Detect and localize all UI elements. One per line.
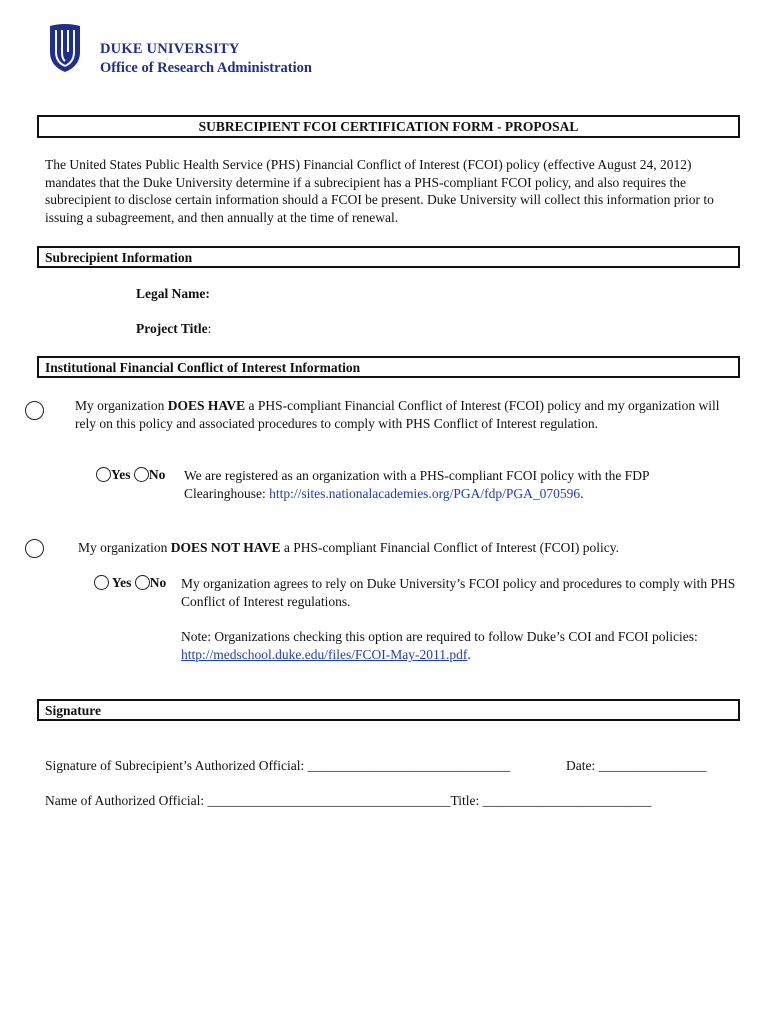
option2-no-label: No — [149, 575, 167, 590]
option-does-not-have-radio[interactable] — [25, 539, 44, 558]
fdp-clearinghouse-link[interactable]: http://sites.nationalacademies.org/PGA/fdp/PGA_070596 — [269, 486, 581, 501]
option2-yes-label: Yes — [111, 575, 132, 590]
option1-yes-no — [96, 467, 165, 483]
section-subrecipient-info: Subrecipient Information — [37, 246, 740, 268]
form-title: SUBRECIPIENT FCOI CERTIFICATION FORM - PROPOSAL — [37, 115, 740, 138]
office-name: Office of Research Administration — [100, 60, 312, 76]
option1-link-end: . — [580, 486, 584, 501]
date-field[interactable]: ________________ — [598, 758, 707, 773]
option2-yes-radio[interactable] — [94, 575, 109, 590]
option1-subtext — [184, 467, 729, 503]
option1-suffix: a PHS-compliant Financial Conflict of Interest (FCOI) policy and my organization will rely on this policy and associated procedures to comply with PHS Conflict of Interest regulation. — [75, 398, 720, 431]
title-field[interactable]: _________________________ — [482, 793, 652, 808]
intro-paragraph: The United States Public Health Service (PHS) Financial Conflict of Interest (FCOI) policy (effective August 24, 2012) mandates that the Duke University determine if a subrecipient has a PHS-compliant FCOI policy, and also requires the subrecipient to disclose certain information should a FCOI be present. Duke University will collect this information prior to issuing a subagreement, and then annually at the time of renewal. — [45, 157, 714, 225]
option1-prefix: My organization — [75, 398, 168, 413]
option-does-have-text — [75, 397, 735, 433]
option2-bold: DOES NOT HAVE — [170, 540, 281, 555]
section-signature: Signature — [37, 699, 740, 721]
name-field[interactable]: ____________________________________ — [207, 793, 451, 808]
option1-yes-radio[interactable] — [96, 467, 111, 482]
project-title-colon: : — [207, 321, 212, 336]
option1-yes-label: Yes — [111, 467, 131, 482]
project-title-row — [136, 321, 211, 337]
option1-bold: DOES HAVE — [167, 398, 246, 413]
option1-subtext-body: We are registered as an organization with a PHS-compliant FCOI policy with the FDP Clearinghouse: — [184, 468, 649, 501]
date-label: Date: — [566, 758, 599, 773]
name-label: Name of Authorized Official: — [45, 793, 208, 808]
option-does-have-radio[interactable] — [25, 401, 44, 420]
option1-no-radio[interactable] — [134, 467, 149, 482]
option2-subtext: My organization agrees to rely on Duke University’s FCOI policy and procedures to comply with PHS Conflict of Interest regulations. — [181, 576, 736, 609]
name-row — [45, 793, 651, 809]
legal-name-label: Legal Name: — [136, 286, 210, 301]
option2-yes-no — [94, 575, 166, 591]
signature-row — [45, 758, 510, 774]
signature-field[interactable]: ______________________________ — [307, 758, 511, 773]
option1-no-label: No — [148, 467, 166, 482]
date-row — [566, 758, 707, 774]
option2-note — [181, 628, 726, 664]
project-title-label: Project Title — [136, 321, 208, 336]
option2-prefix: My organization — [78, 540, 171, 555]
option2-link-end: . — [467, 647, 471, 662]
option2-suffix: a PHS-compliant Financial Conflict of Interest (FCOI) policy. — [280, 540, 619, 555]
signature-label: Signature of Subrecipient’s Authorized Official: — [45, 758, 308, 773]
option2-no-radio[interactable] — [135, 575, 150, 590]
title-label: Title: — [450, 793, 483, 808]
option2-note-body: Note: Organizations checking this option are required to follow Duke’s COI and FCOI policies: — [181, 629, 698, 644]
section-institutional-fcoi: Institutional Financial Conflict of Interest Information — [37, 356, 740, 378]
duke-fcoi-policy-link[interactable]: http://medschool.duke.edu/files/FCOI-May-2011.pdf — [181, 647, 468, 662]
university-name: DUKE UNIVERSITY — [100, 41, 240, 57]
option-does-not-have-text — [78, 539, 738, 557]
duke-shield-logo — [48, 22, 82, 74]
